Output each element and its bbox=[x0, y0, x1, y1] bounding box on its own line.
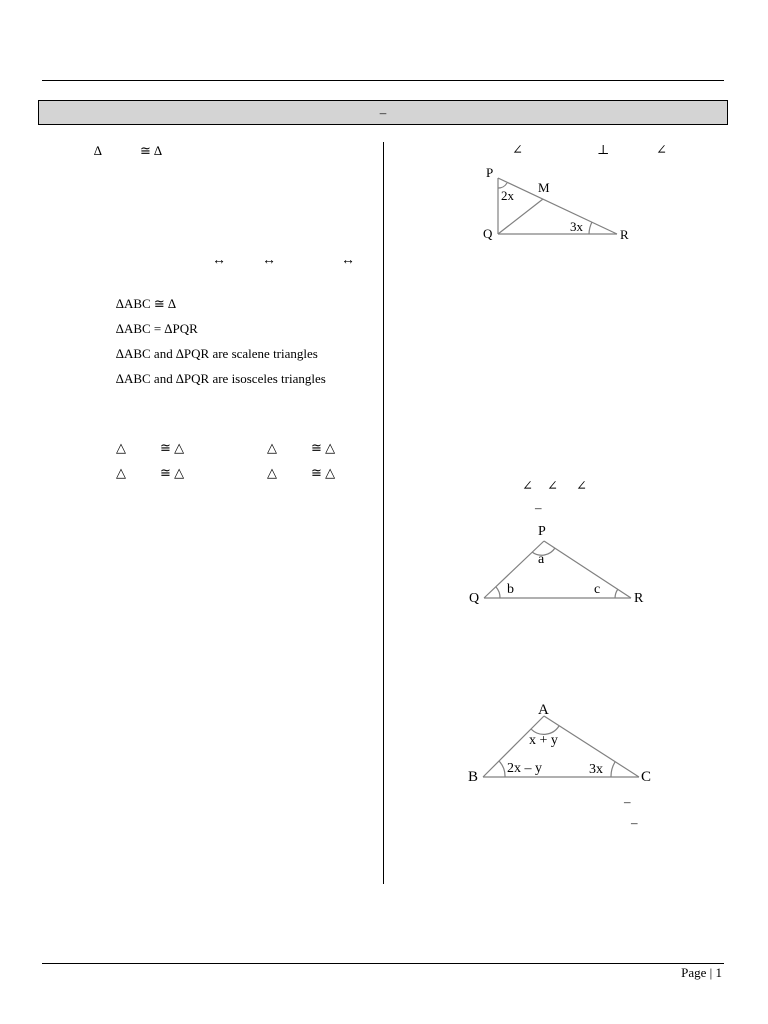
fig2-angle-c: c bbox=[594, 582, 601, 597]
q4-angle-symbol-2: ∠ bbox=[547, 478, 558, 493]
fig1-angle-p: 2x bbox=[501, 188, 514, 203]
fig3-label-b: B bbox=[468, 769, 479, 785]
fig3-angle-a: x + y bbox=[529, 733, 558, 748]
q1-option-d: ∆ABC and ∆PQR are isosceles triangles bbox=[116, 371, 326, 386]
q4-dash: – bbox=[535, 500, 542, 515]
fig1-label-r: R bbox=[620, 227, 629, 242]
q4-angle-symbol-1: ∠ bbox=[522, 478, 533, 493]
q2-option-a-cong: ≅ △ bbox=[160, 440, 185, 455]
q2-option-c-cong: ≅ △ bbox=[160, 465, 185, 480]
fig2-label-p: P bbox=[538, 524, 546, 539]
q3-perp-symbol: ⊥ bbox=[597, 142, 610, 157]
q4-angle-symbol-3: ∠ bbox=[576, 478, 587, 493]
page-number: Page | 1 bbox=[681, 965, 722, 980]
q2-option-a-tri: △ bbox=[116, 440, 126, 455]
q2-option-c-tri: △ bbox=[116, 465, 126, 480]
fig1-angle-r: 3x bbox=[570, 219, 583, 234]
fig3-label-a: A bbox=[538, 702, 549, 718]
q1-option-b: ∆ABC = ∆PQR bbox=[116, 321, 198, 336]
fig2-angle-a: a bbox=[538, 552, 545, 567]
fig3-angle-b: 2x – y bbox=[507, 761, 542, 776]
q1-arrow-3: ↔ bbox=[341, 253, 355, 268]
q2-option-b-tri: △ bbox=[267, 440, 277, 455]
q1-symbol-1: ∆ bbox=[94, 143, 102, 158]
q1-arrow-1: ↔ bbox=[212, 253, 226, 268]
q5-dash-2: – bbox=[631, 815, 638, 830]
q1-option-c: ∆ABC and ∆PQR are scalene triangles bbox=[116, 346, 318, 361]
q3-angle-symbol-2: ∠ bbox=[656, 142, 667, 157]
section-title: – bbox=[379, 105, 387, 120]
fig2-label-q: Q bbox=[469, 591, 480, 606]
q2-option-b-cong: ≅ △ bbox=[311, 440, 336, 455]
fig2-angle-b: b bbox=[507, 582, 514, 597]
q2-option-d-tri: △ bbox=[267, 465, 277, 480]
fig1-label-m: M bbox=[538, 180, 550, 195]
q3-angle-symbol-1: ∠ bbox=[512, 142, 523, 157]
q1-arrow-2: ↔ bbox=[262, 253, 276, 268]
q5-dash-1: – bbox=[624, 794, 631, 809]
fig3-angle-c: 3x bbox=[589, 762, 603, 777]
footer-rule bbox=[42, 963, 724, 964]
fig1-label-q: Q bbox=[483, 226, 493, 241]
fig1-label-p: P bbox=[486, 165, 494, 180]
fig3-label-c: C bbox=[641, 769, 652, 785]
q2-option-d-cong: ≅ △ bbox=[311, 465, 336, 480]
q1-option-a: ∆ABC ≅ ∆ bbox=[116, 296, 177, 311]
q1-symbol-2: ≅ ∆ bbox=[140, 143, 163, 158]
fig2-label-r: R bbox=[634, 591, 644, 606]
